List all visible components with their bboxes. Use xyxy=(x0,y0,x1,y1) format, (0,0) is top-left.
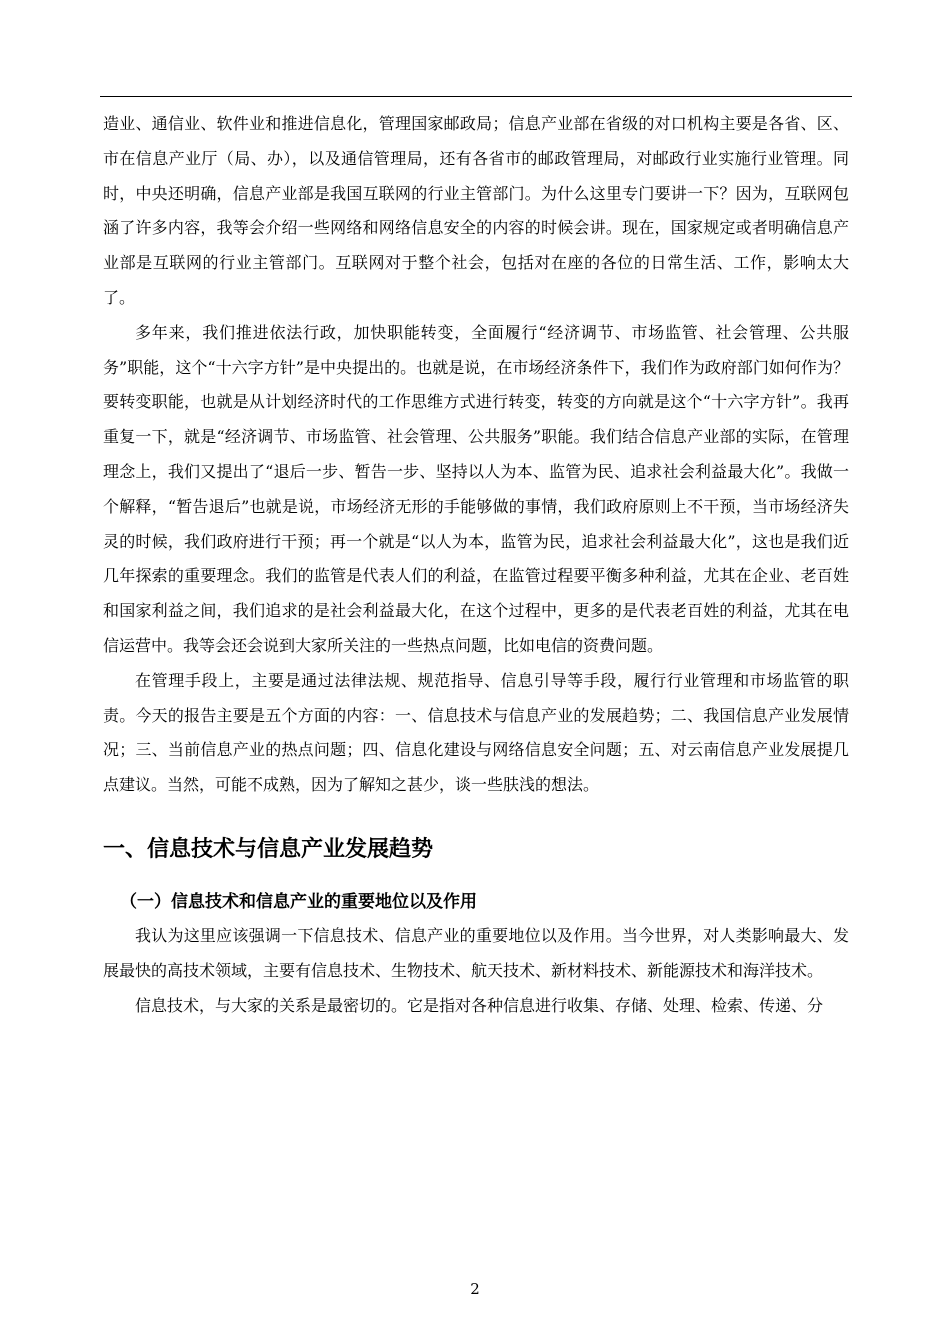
paragraph-5: 信息技术，与大家的关系是最密切的。它是指对各种信息进行收集、存储、处理、检索、传递、分 xyxy=(135,995,824,1015)
page-number: 2 xyxy=(470,1280,480,1298)
document-body xyxy=(103,107,849,1023)
section-heading: 一、信息技术与信息产业发展趋势 xyxy=(103,836,434,862)
paragraph-3: 在管理手段上，主要是通过法律法规、规范指导、信息引导等手段，履行行业管理和市场监管的职责。今天的报告主要是五个方面的内容：一、信息技术与信息产业的发展趋势；二、我国信息产业发展情况；三、当前信息产业的热点问题；四、信息化建设与网络信息安全问题；五、对云南信息产业发展提几点建议。当然，可能不成熟，因为了解知之甚少，谈一些肤浅的想法。 xyxy=(103,670,849,795)
paragraph-4: 我认为这里应该强调一下信息技术、信息产业的重要地位以及作用。当今世界，对人类影响最大、发展最快的高技术领域，主要有信息技术、生物技术、航天技术、新材料技术、新能源技术和海洋技术。 xyxy=(103,925,849,980)
sub-heading: （一）信息技术和信息产业的重要地位以及作用 xyxy=(120,891,477,912)
header-rule xyxy=(100,96,852,97)
paragraph-1: 造业、通信业、软件业和推进信息化，管理国家邮政局；信息产业部在省级的对口机构主要是各省、区、市在信息产业厅（局、办），以及通信管理局，还有各省市的邮政管理局，对邮政行业实施行业管理。同时，中央还明确，信息产业部是我国互联网的行业主管部门。为什么这里专门要讲一下？因为，互联网包涵了许多内容，我等会介绍一些网络和网络信息安全的内容的时候会讲。现在，国家规定或者明确信息产业部是互联网的行业主管部门。互联网对于整个社会，包括对在座的各位的日常生活、工作，影响太大了。 xyxy=(103,114,849,307)
paragraph-2: 多年来，我们推进依法行政，加快职能转变，全面履行“经济调节、市场监管、社会管理、公共服务”职能，这个“十六字方针”是中央提出的。也就是说，在市场经济条件下，我们作为政府部门如何作为？要转变职能，也就是从计划经济时代的工作思维方式进行转变，转变的方向就是这个“十六字方针”。我再重复一下，就是“经济调节、市场监管、社会管理、公共服务”职能。我们结合信息产业部的实际，在管理理念上，我们又提出了“退后一步、暂告一步、坚持以人为本、监管为民、追求社会利益最大化”。我做一个解释，“暂告退后”也就是说，市场经济无形的手能够做的事情，我们政府原则上不干预，当市场经济失灵的时候，我们政府进行干预；再一个就是“以人为本，监管为民，追求社会利益最大化”，这也是我们近几年探索的重要理念。我们的监管是代表人们的利益，在监管过程要平衡多种利益，尤其在企业、老百姓和国家利益之间，我们追求的是社会利益最大化，在这个过程中，更多的是代表老百姓的利益，尤其在电信运营中。我等会还会说到大家所关注的一些热点问题，比如电信的资费问题。 xyxy=(103,322,849,655)
